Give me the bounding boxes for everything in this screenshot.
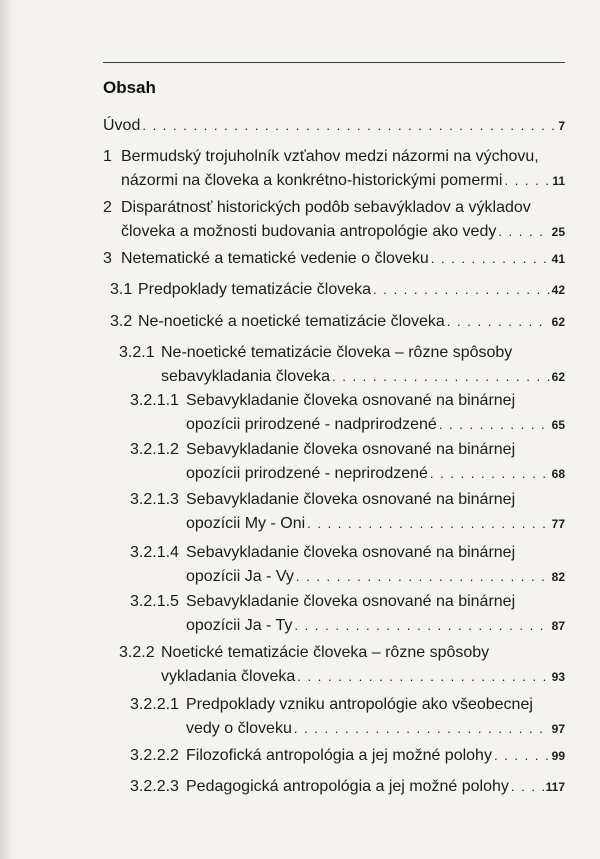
toc-page-number: 25 xyxy=(551,225,565,239)
toc-entry-3-2-2-3 xyxy=(130,775,565,799)
toc-entry-title-line: Ne-noetické tematizácie človeka – rôzne spôsoby xyxy=(161,344,513,361)
dot-leader xyxy=(294,565,550,589)
toc-entry-title: Filozofická antropológia a jej možné polohy xyxy=(186,747,492,764)
toc-entry-title: Netematické a tematické vedenie o človeku xyxy=(121,250,429,267)
dot-leader xyxy=(445,310,550,334)
toc-entry-3-2-1 xyxy=(119,341,565,389)
toc-entry-number: 3.2 xyxy=(110,313,133,330)
toc-entry-title-line: opozícii My - Oni xyxy=(186,515,306,532)
toc-page-number: 82 xyxy=(551,570,565,584)
toc-page-number: 97 xyxy=(551,722,565,736)
toc-entry-title-line: Sebavykladanie človeka osnované na binárnej xyxy=(186,491,516,508)
toc-entry-number: 3.2.1 xyxy=(119,344,155,361)
toc-page-number: 62 xyxy=(551,370,565,384)
toc-entry-3-2-2-2 xyxy=(130,744,565,768)
toc-entry-number: 1 xyxy=(103,148,112,165)
toc-entry-number: 2 xyxy=(103,199,112,216)
toc-entry-title-line: Sebavykladanie človeka osnované na binárnej xyxy=(186,544,516,561)
toc-entry-title: Predpoklady tematizácie človeka xyxy=(138,281,372,298)
toc-entry-title-line: opozícii Ja - Vy xyxy=(186,568,294,585)
page-edge xyxy=(0,0,14,859)
dot-leader xyxy=(295,665,549,689)
toc-entry-number: 3.2.2 xyxy=(119,644,155,661)
toc-entry-title-line: opozícii prirodzené - neprirodzené xyxy=(186,465,428,482)
toc-entry-title-line: Sebavykladanie človeka osnované na binárnej xyxy=(186,392,516,409)
toc-entry-title-line: vykladania človeka xyxy=(161,668,296,685)
toc-entry-number: 3.1 xyxy=(110,281,133,298)
dot-leader xyxy=(509,775,544,799)
toc-entry-number: 3 xyxy=(103,250,112,267)
toc-page-number: 42 xyxy=(551,283,565,297)
toc-entry-1 xyxy=(103,145,565,193)
dot-leader xyxy=(429,247,550,271)
toc-entry-title: Pedagogická antropológia a jej možné polohy xyxy=(186,778,509,795)
toc-page-number: 41 xyxy=(551,252,565,266)
toc-entry-number: 3.2.2.2 xyxy=(130,747,179,764)
toc-entry-title-line: Disparátnosť historických podôb sebavýkladov a výkladov xyxy=(121,199,531,216)
toc-entry-title-line: Noetické tematizácie človeka – rôzne spôsoby xyxy=(161,644,490,661)
toc-entry-number: 3.2.2.3 xyxy=(130,778,179,795)
toc-entry-title-line: Predpoklady vzniku antropológie ako všeobecnej xyxy=(186,696,533,713)
toc-entry-2 xyxy=(103,196,565,244)
toc-entry-title-line: opozícii prirodzené - nadprirodzené xyxy=(186,416,437,433)
toc-entry-3-2-2 xyxy=(119,641,565,689)
toc-page-number: 65 xyxy=(551,418,565,432)
toc-entry-3-2-1-2 xyxy=(130,438,565,486)
dot-leader xyxy=(330,365,550,389)
dot-leader xyxy=(492,744,550,768)
dot-leader xyxy=(502,169,550,193)
toc-entry-title: Úvod xyxy=(103,117,141,134)
dot-leader xyxy=(437,413,550,437)
toc-entry-number: 3.2.1.4 xyxy=(130,544,179,561)
toc-entry-3-2-2-1 xyxy=(130,693,565,741)
dot-leader xyxy=(428,462,550,486)
toc-entry-number: 3.2.1.2 xyxy=(130,441,179,458)
toc-entry-number: 3.2.1.3 xyxy=(130,491,179,508)
toc-entry-3-2 xyxy=(110,310,565,334)
toc-entry-title-line: názormi na človeka a konkrétno-historickými pomermi xyxy=(121,172,503,189)
toc-page-number: 117 xyxy=(545,780,565,794)
toc-page-number: 99 xyxy=(551,749,565,763)
toc-entry-title-line: opozícii Ja - Ty xyxy=(186,617,293,634)
toc-entry-number: 3.2.2.1 xyxy=(130,696,179,713)
toc-entry-title-line: Sebavykladanie človeka osnované na binárnej xyxy=(186,593,516,610)
toc-entry-3-1 xyxy=(110,278,565,302)
dot-leader xyxy=(292,717,550,741)
toc-entry-title: Ne-noetické a noetické tematizácie človeka xyxy=(138,313,445,330)
toc-page-number: 11 xyxy=(552,174,565,188)
toc-entry-3-2-1-3 xyxy=(130,488,565,536)
toc-entry-title-line: Sebavykladanie človeka osnované na binárnej xyxy=(186,441,516,458)
toc-entry-title-line: vedy o človeku xyxy=(186,720,292,737)
toc-page-number: 7 xyxy=(558,119,565,133)
toc-entry-number: 3.2.1.1 xyxy=(130,392,179,409)
dot-leader xyxy=(292,614,549,638)
toc-page-number: 77 xyxy=(551,517,565,531)
toc-page-number: 93 xyxy=(551,670,565,684)
toc-entry-3-2-1-5 xyxy=(130,590,565,638)
toc-heading: Obsah xyxy=(103,78,156,97)
toc-page-number: 62 xyxy=(551,315,565,329)
toc-entry-3-2-1-1 xyxy=(130,389,565,437)
dot-leader xyxy=(305,512,550,536)
toc-entry-title-line: človeka a možnosti budovania antropológie ako vedy xyxy=(121,223,497,240)
toc-entry-number: 3.2.1.5 xyxy=(130,593,179,610)
dot-leader xyxy=(371,278,550,302)
toc-page-number: 87 xyxy=(551,619,565,633)
toc-entry-uvod xyxy=(103,114,565,138)
toc-page-number: 68 xyxy=(551,467,565,481)
toc-entry-title-line: Bermudský trojuholník vzťahov medzi názormi na výchovu, xyxy=(121,148,539,165)
toc-entry-3-2-1-4 xyxy=(130,541,565,589)
dot-leader xyxy=(496,220,549,244)
toc-entry-title-line: sebavykladania človeka xyxy=(161,368,330,385)
header-rule xyxy=(103,62,565,63)
toc-entry-3 xyxy=(103,247,565,271)
dot-leader xyxy=(140,114,556,138)
